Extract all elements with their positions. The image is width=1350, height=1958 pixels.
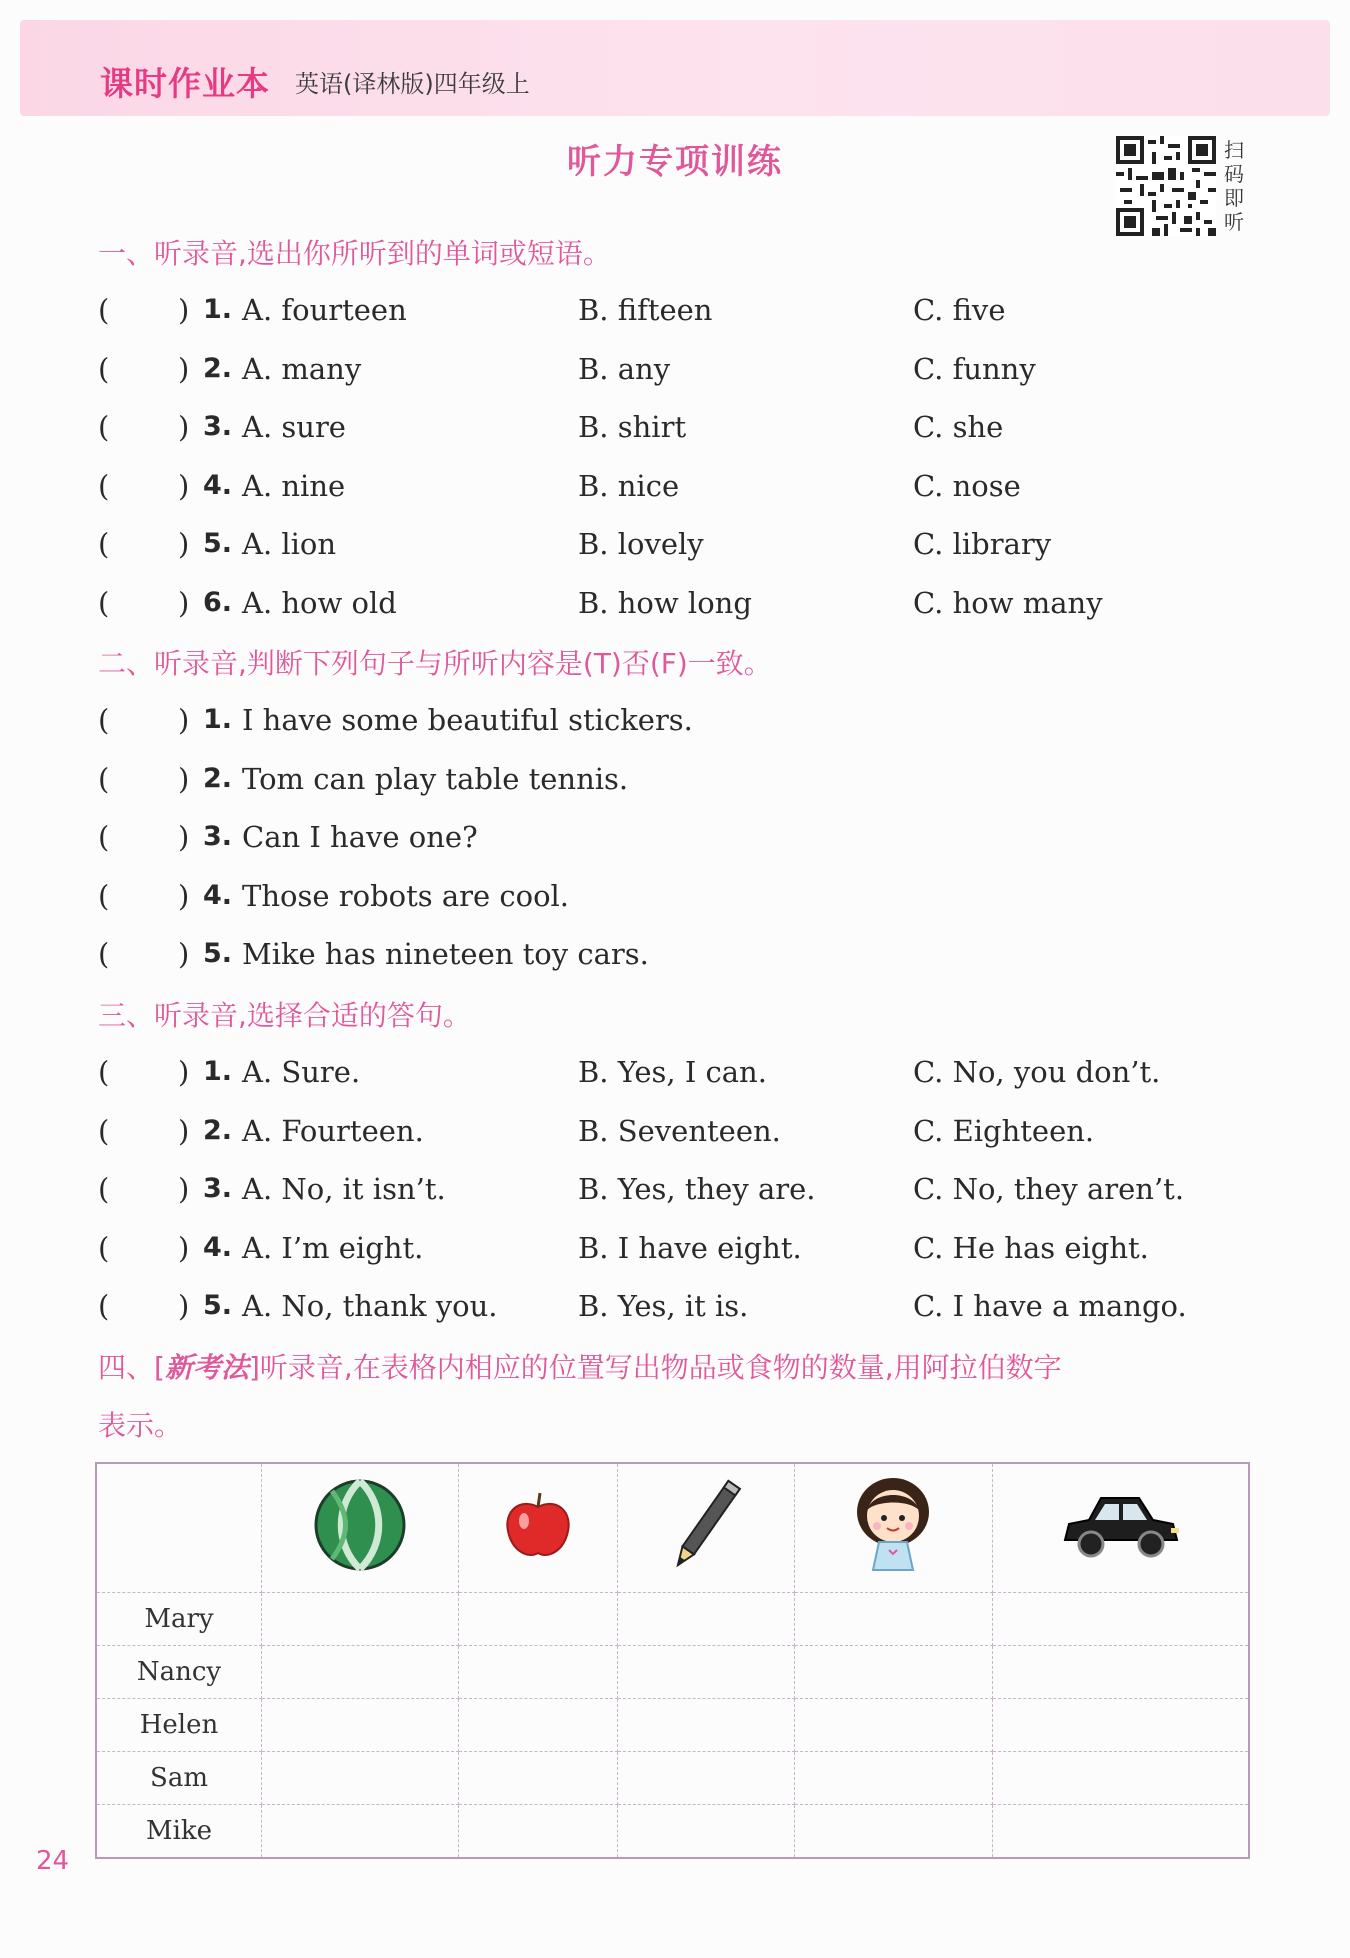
question-row: [98, 759, 1278, 799]
question-row: [98, 583, 1278, 623]
question-number: 4.: [203, 879, 233, 911]
answer-cell[interactable]: [459, 1752, 617, 1805]
answer-paren-right: ): [178, 761, 190, 796]
header-cell-apple: [459, 1463, 617, 1593]
option-a: A. No, it isn’t.: [242, 1172, 446, 1206]
answer-cell[interactable]: [992, 1646, 1249, 1699]
option-b: B. Seventeen.: [578, 1113, 781, 1148]
option-c: C. library: [913, 527, 1052, 561]
question-number: 1.: [203, 294, 233, 325]
answer-paren-left[interactable]: (: [98, 1289, 110, 1323]
question-number: 4.: [203, 1231, 233, 1263]
answer-cell[interactable]: [617, 1752, 795, 1805]
answer-cell[interactable]: [262, 1646, 459, 1699]
question-row: [98, 466, 1278, 506]
student-name: Nancy: [96, 1646, 262, 1699]
option-a: A. Fourteen.: [242, 1113, 424, 1148]
answer-paren-right: ): [178, 703, 190, 737]
section-4-prefix: 四、[: [98, 1351, 165, 1384]
option-b: B. shirt: [578, 410, 687, 444]
option-c: C. how many: [913, 585, 1103, 620]
question-row: [98, 1052, 1278, 1092]
header-cell-car: [992, 1463, 1249, 1593]
answer-paren-left[interactable]: (: [98, 293, 110, 327]
answer-cell[interactable]: [992, 1752, 1249, 1805]
statement-text: Tom can play table tennis.: [242, 761, 629, 796]
option-b: B. Yes, I can.: [578, 1055, 767, 1089]
option-c: C. funny: [913, 351, 1036, 386]
question-row: [98, 349, 1278, 389]
answer-cell[interactable]: [459, 1646, 617, 1699]
header-cell-doll: [795, 1463, 992, 1593]
answer-cell[interactable]: [617, 1646, 795, 1699]
question-row: [98, 1228, 1278, 1268]
option-a: A. Sure.: [242, 1055, 361, 1089]
question-row: [98, 524, 1278, 564]
answer-cell[interactable]: [459, 1593, 617, 1646]
table-row: [96, 1699, 1249, 1752]
option-b: B. lovely: [578, 527, 704, 561]
page-number: 24: [36, 1846, 70, 1876]
option-a: A. sure: [242, 410, 346, 444]
answer-cell[interactable]: [262, 1805, 459, 1859]
header-cell-pencil: [617, 1463, 795, 1593]
answer-cell[interactable]: [617, 1593, 795, 1646]
question-number: 4.: [203, 469, 233, 501]
book-subtitle: 英语(译林版)四年级上: [295, 70, 530, 98]
statement-text: Mike has nineteen toy cars.: [242, 937, 649, 971]
apple-icon: [498, 1485, 578, 1565]
answer-cell[interactable]: [262, 1752, 459, 1805]
answer-paren-left[interactable]: (: [98, 878, 110, 913]
answer-paren-left[interactable]: (: [98, 585, 110, 620]
doll-icon: [843, 1470, 943, 1580]
table-header-row: [96, 1463, 1249, 1593]
question-row: [98, 1111, 1278, 1151]
question-row: [98, 407, 1278, 447]
option-a: A. I’m eight.: [242, 1230, 424, 1265]
option-a: A. many: [242, 351, 362, 386]
answer-paren-right: ): [178, 351, 190, 386]
option-c: C. He has eight.: [913, 1230, 1149, 1265]
statement-text: Can I have one?: [242, 820, 478, 854]
answer-cell[interactable]: [617, 1805, 795, 1859]
answer-paren-right: ): [178, 878, 190, 913]
answer-paren-left[interactable]: (: [98, 527, 110, 561]
answer-paren-left[interactable]: (: [98, 820, 110, 854]
option-a: A. nine: [242, 468, 346, 503]
question-number: 5.: [203, 1290, 233, 1321]
answer-paren-left[interactable]: (: [98, 1172, 110, 1206]
answer-paren-right: ): [178, 527, 190, 561]
answer-paren-left[interactable]: (: [98, 937, 110, 971]
question-row: [98, 817, 1278, 857]
answer-cell[interactable]: [262, 1593, 459, 1646]
question-row: [98, 290, 1278, 330]
answer-cell[interactable]: [795, 1699, 992, 1752]
answer-paren-left[interactable]: (: [98, 1113, 110, 1148]
option-a: A. fourteen: [242, 293, 407, 327]
option-c: C. No, you don’t.: [913, 1055, 1161, 1089]
page-title: 听力专项训练: [567, 142, 783, 182]
corner-cell: [96, 1463, 262, 1593]
question-row: [98, 700, 1278, 740]
option-b: B. Yes, they are.: [578, 1172, 816, 1206]
table-row: [96, 1805, 1249, 1859]
question-number: 3.: [203, 411, 233, 442]
answer-table: [95, 1462, 1250, 1859]
student-name: Sam: [96, 1752, 262, 1805]
answer-paren-left[interactable]: (: [98, 468, 110, 503]
section-3-heading: 三、听录音,选择合适的答句。: [98, 999, 471, 1032]
section-4-heading-cont: 表示。: [98, 1409, 183, 1442]
header-cell-ball: [262, 1463, 459, 1593]
answer-paren-right: ): [178, 1172, 190, 1206]
answer-paren-right: ): [178, 585, 190, 620]
new-method-tag: 新考法: [164, 1351, 249, 1384]
option-c: C. Eighteen.: [913, 1113, 1095, 1148]
question-row: [98, 1286, 1278, 1326]
pencil-icon: [661, 1470, 751, 1580]
question-number: 3.: [203, 1173, 233, 1204]
question-number: 2.: [203, 352, 233, 384]
option-b: B. fifteen: [578, 293, 713, 327]
option-b: B. I have eight.: [578, 1230, 802, 1265]
answer-cell[interactable]: [795, 1805, 992, 1859]
option-c: C. nose: [913, 468, 1021, 503]
option-c: C. she: [913, 410, 1004, 444]
student-name: Mike: [96, 1805, 262, 1859]
answer-paren-right: ): [178, 1230, 190, 1265]
answer-cell[interactable]: [992, 1805, 1249, 1859]
answer-paren-right: ): [178, 293, 190, 327]
section-1-heading: 一、听录音,选出你所听到的单词或短语。: [98, 237, 611, 270]
option-b: B. nice: [578, 468, 680, 503]
table-row: [96, 1593, 1249, 1646]
question-row: [98, 934, 1278, 974]
answer-cell[interactable]: [992, 1593, 1249, 1646]
answer-paren-left[interactable]: (: [98, 410, 110, 444]
answer-cell[interactable]: [459, 1805, 617, 1859]
section-4-heading: [98, 1346, 1062, 1386]
answer-paren-right: ): [178, 820, 190, 854]
table-row: [96, 1752, 1249, 1805]
question-number: 2.: [203, 762, 233, 794]
statement-text: Those robots are cool.: [242, 878, 570, 913]
option-c: C. five: [913, 293, 1006, 327]
question-row: [98, 1169, 1278, 1209]
answer-paren-left[interactable]: (: [98, 703, 110, 737]
answer-paren-right: ): [178, 1055, 190, 1089]
question-number: 6.: [203, 586, 233, 618]
question-number: 1.: [203, 1056, 233, 1087]
option-b: B. how long: [578, 585, 752, 620]
answer-paren-right: ): [178, 410, 190, 444]
answer-cell[interactable]: [617, 1699, 795, 1752]
answer-cell[interactable]: [795, 1752, 992, 1805]
answer-cell[interactable]: [459, 1699, 617, 1752]
answer-paren-left[interactable]: (: [98, 1055, 110, 1089]
answer-cell[interactable]: [795, 1593, 992, 1646]
car-icon: [1055, 1480, 1185, 1570]
book-name: 课时作业本: [100, 64, 270, 103]
section-4-line1: ]听录音,在表格内相应的位置写出物品或食物的数量,用阿拉伯数字: [248, 1351, 1062, 1384]
answer-paren-right: ): [178, 468, 190, 503]
option-b: B. any: [578, 351, 671, 386]
question-number: 3.: [203, 821, 233, 852]
qr-code-icon[interactable]: [1116, 136, 1216, 236]
question-number: 2.: [203, 1114, 233, 1146]
option-a: A. lion: [242, 527, 337, 561]
option-a: A. how old: [242, 585, 397, 620]
question-row: [98, 876, 1278, 916]
answer-cell[interactable]: [795, 1646, 992, 1699]
answer-paren-left[interactable]: (: [98, 351, 110, 386]
student-name: Mary: [96, 1593, 262, 1646]
table-row: [96, 1646, 1249, 1699]
option-a: A. No, thank you.: [242, 1289, 498, 1323]
answer-cell[interactable]: [262, 1699, 459, 1752]
answer-paren-left[interactable]: (: [98, 761, 110, 796]
option-c: C. I have a mango.: [913, 1289, 1187, 1323]
student-name: Helen: [96, 1699, 262, 1752]
answer-paren-right: ): [178, 1289, 190, 1323]
question-number: 1.: [203, 704, 233, 735]
option-b: B. Yes, it is.: [578, 1289, 749, 1323]
question-number: 5.: [203, 528, 233, 559]
qr-label: 扫码即听: [1224, 138, 1244, 234]
question-number: 5.: [203, 938, 233, 969]
answer-paren-right: ): [178, 937, 190, 971]
option-c: C. No, they aren’t.: [913, 1172, 1185, 1206]
section-2-heading: 二、听录音,判断下列句子与所听内容是(T)否(F)一致。: [98, 647, 772, 680]
answer-cell[interactable]: [992, 1699, 1249, 1752]
ball-icon: [310, 1475, 410, 1575]
answer-paren-right: ): [178, 1113, 190, 1148]
statement-text: I have some beautiful stickers.: [242, 703, 693, 737]
answer-paren-left[interactable]: (: [98, 1230, 110, 1265]
